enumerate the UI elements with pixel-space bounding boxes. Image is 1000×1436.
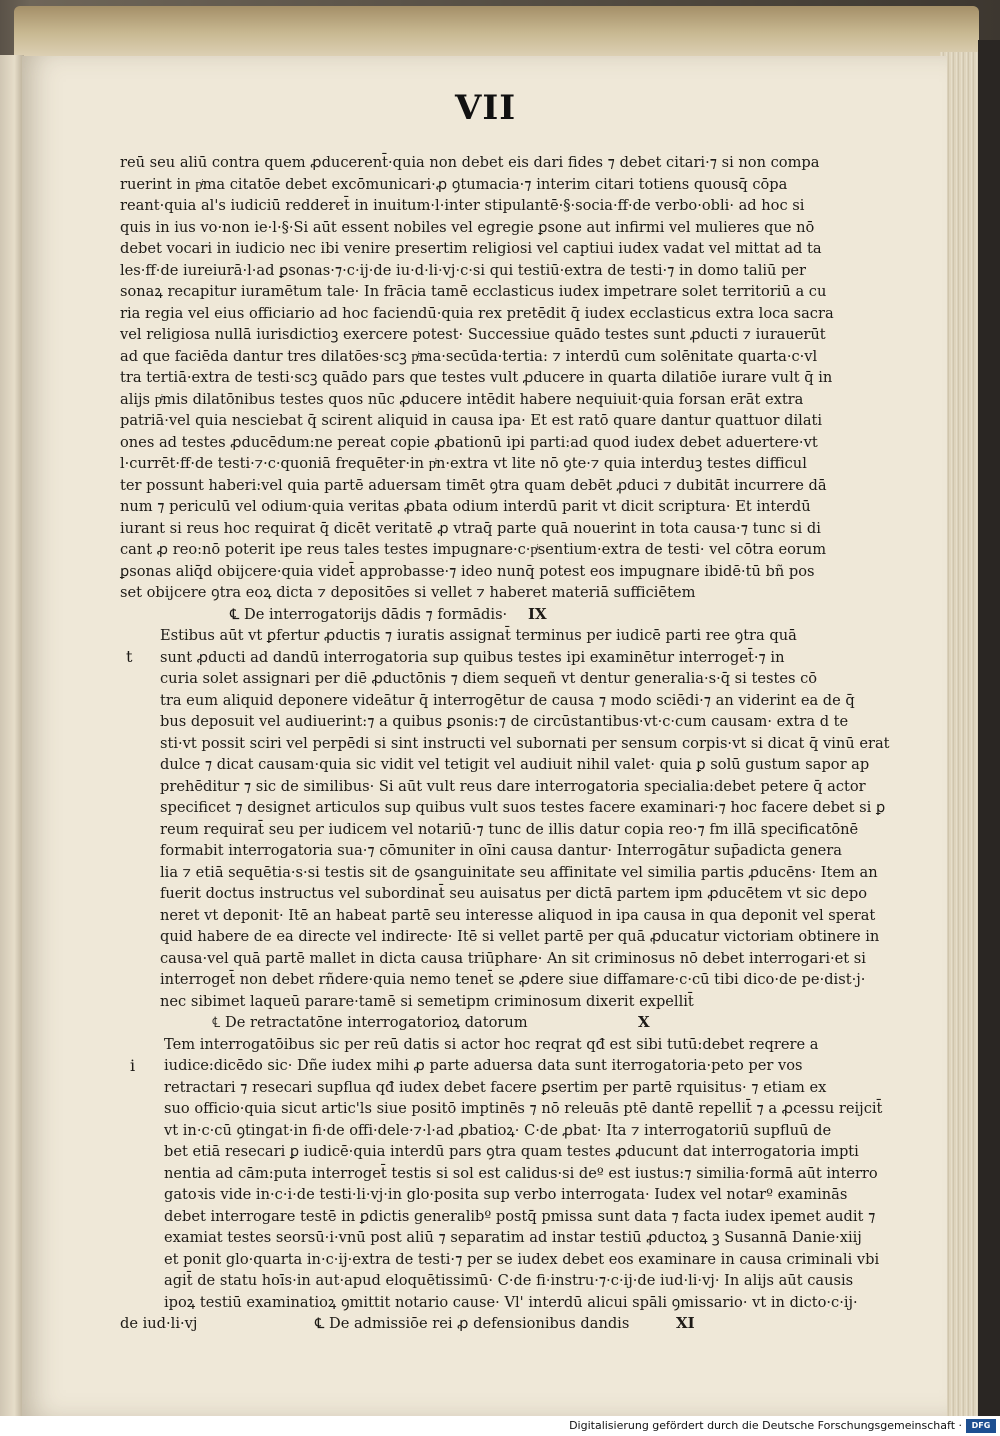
chapter-heading-x xyxy=(120,1012,790,1034)
text-line: quis in ius vo·non ie·l·§·Si aūt essent nobiles vel egregie ꝑsone aut infirmi vel mulieres que nō xyxy=(120,218,815,236)
heading-number: IX xyxy=(528,604,547,623)
text-line: ria regia vel eius officiario ad hoc faciendū·quia rex pretēdit q̄ iudex ecclasticus extra loca sacra xyxy=(120,304,834,322)
text-section-c-wrapper xyxy=(120,1034,883,1314)
text-section-c xyxy=(120,1034,883,1314)
text-line: ꝑsonas aliq̄d obijcere·quia videt̄ approbasse·⁊ ideo nunq̄ potest eos impugnare ibidē·tū bñ pos xyxy=(120,562,815,580)
footer-credit: Digitalisierung gefördert durch die Deutsche Forschungsgemeinschaft · xyxy=(569,1419,962,1432)
text-line: ter possunt haberi:vel quia partē aduersam timēt ꝯtra quam debēt ꝓduci ⁊ dubitāt incurrere dā xyxy=(120,476,827,494)
text-section-b-wrapper xyxy=(120,625,890,1012)
text-line: patriā·vel quia nesciebat q̄ scirent aliquid in causa ipa· Et est ratō quare dantur quattuor dilati xyxy=(120,412,823,429)
text-line: sunt ꝓducti ad dandū interrogatoria sup quibus testes ipi examinētur interroget̄·⁊ in xyxy=(160,648,785,666)
text-line: fuerit doctus instructus vel subordinat̄ seu auisatus per dictā partem ipm ꝓducētem vt sic depo xyxy=(160,885,868,902)
text-section-a xyxy=(120,152,834,604)
text-line: agit̄ de statu hoīs·in aut·apud eloquētissimū· C·de fi·instru·⁊·c·ij·de iud·li·vj· In alijs aūt causis xyxy=(164,1272,854,1289)
text-line: specificet ⁊ designet articulos sup quibus vult suos testes facere examinari·⁊ hoc facere debet si ꝑ xyxy=(160,799,886,816)
text-line: vt in·c·cū ꝯtingat·in fi·de offi·dele·⁊·l·ad ꝓbatioꝝ· C·de ꝓbat· Ita ⁊ interrogatoriū supfluū de xyxy=(164,1121,832,1139)
heading-text: ℄ De interrogatorijs dādis ⁊ formādis· xyxy=(230,605,508,623)
text-line: interroget̄ non debet rñdere·quia nemo tenet̄ se ꝓdere siue diffamare·c·cū tibi dico·de pe·dist·j· xyxy=(160,971,866,988)
text-line: reū seu aliū contra quem ꝓducerent̄·quia non debet eis dari fides ⁊ debet citari·⁊ si non compa xyxy=(120,154,820,171)
initial-letter: i xyxy=(130,1055,136,1075)
text-line: retractari ⁊ resecari supflua qđ iudex debet facere ꝑsertim per partē rquisitus· ⁊ etiam ex xyxy=(164,1078,827,1096)
text-line: causa·vel quā partē mallet in dicta causa triūphare· An sit criminosus nō debet interrogari·et si xyxy=(160,949,866,967)
initial-letter: t xyxy=(126,647,133,666)
text-line: vel religiosa nullā iurisdictioꝫ exercere potest· Successiue quādo testes sunt ꝓducti ⁊ iurauerūt xyxy=(120,326,826,343)
folio-number: VII xyxy=(455,88,517,128)
text-line: reant·quia al's iudiciū redderet̄ in inuitum·l·inter stipulantē·§·socia·ff·de verbo·obli· ad hoc si xyxy=(120,197,805,214)
dfg-logo: DFG xyxy=(966,1419,996,1433)
left-page-edge xyxy=(0,55,24,1416)
text-line: l·currēt·ff·de testi·⁊·c·quoniā frequēter·in pͥn·extra vt lite nō ꝯte·⁊ quia interduꝫ testes difficul xyxy=(120,455,807,472)
text-line: reum requirat̄ seu per iudicem vel notariū·⁊ tunc de illis datur copia reo·⁊ fm illā specificatōnē xyxy=(160,820,859,838)
text-line: Tem interrogatōibus sic per reū datis si actor hoc reqrat qđ est sibi tutū:debet reqrere a xyxy=(164,1035,819,1053)
text-line: les·ff·de iureiurā·l·ad ꝑsonas·⁊·c·ij·de iu·d·li·vj·c·si qui testiū·extra de testi·⁊ in domo taliū per xyxy=(120,261,807,279)
text-line: neret vt deponit· Itē an habeat partē seu interesse aliquod in ipa causa in qua deponit vel sperat xyxy=(160,906,876,924)
heading-number: XI xyxy=(676,1314,695,1332)
text-line: num ⁊ periculū vel odium·quia veritas ꝓbata odium interdū parit vt dicit scriptura· Et interdū xyxy=(120,498,811,515)
text-line: formabit interrogatoria sua·⁊ cōmuniter in oīni causa dantur· Interrogātur sup̄adicta genera xyxy=(160,842,842,859)
text-line: bet etiā resecari ꝑ iudicē·quia interdū pars ꝯtra quam testes ꝓducunt dat interrogatoria impti xyxy=(164,1143,859,1160)
digitization-footer xyxy=(0,1416,1000,1436)
heading-number: X xyxy=(638,1013,650,1031)
text-line: tra eum aliquid deponere videātur q̄ interrogētur de causa ⁊ modo sciēdi·⁊ an viderint ea de q̄ xyxy=(160,691,855,709)
text-line: et ponit glo·quarta in·c·ij·extra de testi·⁊ per se iudex debet eos examinare in causa criminali vbi xyxy=(164,1250,880,1268)
book-cover-edge xyxy=(978,40,1000,1416)
text-line: debet vocari in iudicio nec ibi venire presertim religiosi vel captiui iudex vadat vel mittat ad ta xyxy=(120,240,822,257)
heading-text: ℄ De retractatōne interrogatorioꝝ datorum xyxy=(212,1014,528,1031)
text-line: tra tertiā·extra de testi·scꝫ quādo pars que testes vult ꝓducere in quarta dilatiōe iurare vult q̄ in xyxy=(120,369,833,386)
text-line: dulce ⁊ dicat causam·quia sic vidit vel tetigit vel audiuit nihil valet· quia ꝑ solū gustum sapor ap xyxy=(160,756,870,773)
last-line-left: de iud·li·vj xyxy=(120,1315,198,1332)
text-line: nec sibimet laqueū parare·tamē si semetipm criminosum dixerit expellit̄ xyxy=(160,992,694,1010)
text-line: curia solet assignari per diē ꝓductōnis ⁊ diem sequeñ vt dentur generalia·s·q̄ si testes cō xyxy=(160,670,818,687)
text-section-b xyxy=(120,625,890,1012)
page-text-block xyxy=(120,152,890,1335)
text-line: set obijcere ꝯtra eoꝝ dicta ⁊ depositōes si vellet ⁊ haberet materiā sufficiētem xyxy=(120,584,696,601)
text-line: cant ꝓ reo:nō poterit ipe reus tales testes impugnare·c·pͥsentium·extra de testi· vel cōtra eorum xyxy=(120,541,827,558)
heading-text: ℄ De admissiōe rei ꝓ defensionibus dandis xyxy=(315,1315,630,1332)
text-line: ones ad testes ꝓducēdum:ne pereat copie ꝓbationū ipi parti:ad quod iudex debet aduertere·vt xyxy=(120,433,818,451)
chapter-heading-xi xyxy=(120,1313,790,1335)
chapter-heading-ix xyxy=(120,604,790,626)
text-line: prehēditur ⁊ sic de similibus· Si aūt vult reus dare interrogatoria specialia:debet petere q̄ actor xyxy=(160,777,866,795)
text-line: debet interrogare testē in ꝑdictis generalibº postq̄ pmissa sunt data ⁊ facta iudex ipemet audit ⁊ xyxy=(164,1207,876,1225)
text-line: iudice:dicēdo sic· Dñe iudex mihi ꝓ parte aduersa data sunt iterrogatoria·peto per vos xyxy=(164,1057,803,1074)
text-line: examiat testes seorsū·i·vnū post aliū ⁊ separatim ad instar testiū ꝓductoꝝ ꝫ Susannā Danie·xiij xyxy=(164,1229,862,1246)
text-line: iurant si reus hoc requirat q̄ dicēt veritatē ꝓ vtraq̄ parte quā nouerint in tota causa·⁊ tunc si di xyxy=(120,519,821,537)
text-line: Estibus aūt vt ꝑfertur ꝓductis ⁊ iuratis assignat̄ terminus per iudicē parti ree ꝯtra quā xyxy=(160,627,797,644)
text-line: ruerint in pͥma citatōe debet excōmunicari·ꝓ ꝯtumacia·⁊ interim citari totiens quousq̄ cōpa xyxy=(120,175,788,193)
text-line: sti·vt possit sciri vel perpēdi si sint instructi vel subornati per sensum corpis·vt si dicat q̄ vinū erat xyxy=(160,734,890,752)
text-line: ad que faciēda dantur tres dilatōes·scꝫ pͥma·secūda·tertia: ⁊ interdū cum solēnitate quarta·c·vl xyxy=(120,347,818,365)
text-line: suo officio·quia sicut artic'ls siue positō imptinēs ⁊ nō releuās ptē dantē repellit̄ ⁊ a ꝓcessu reijcit̄ xyxy=(164,1100,883,1117)
text-line: ipoꝝ testiū examinatioꝝ ꝯmittit notario cause· Vl' interdū alicui spāli ꝯmissario· vt in dicto·c·ij· xyxy=(164,1293,858,1311)
text-line: alijs pͥmis dilatōnibus testes quos nūc ꝓducere intēdit habere nequiuit·quia forsan erāt extra xyxy=(120,390,804,408)
text-line: gatoꝛis vide in·c·i·de testi·li·vj·in glo·posita sup verbo interrogata· Iudex vel notarº examinās xyxy=(164,1186,848,1203)
text-line: quid habere de ea directe vel indirecte· Itē si vellet partē per quā ꝓducatur victoriam obtinere in xyxy=(160,928,880,945)
text-line: bus deposuit vel audiuerint:⁊ a quibus ꝑsonis:⁊ de circūstantibus·vt·c·cum causam· extra d te xyxy=(160,713,849,730)
text-line: nentia ad cām:puta interroget̄ testis si sol est calidus·si deº est iustus:⁊ similia·formā aūt interro xyxy=(164,1164,878,1182)
text-line: sonaꝝ recapitur iuramētum tale· In frācia tamē ecclasticus iudex impetrare solet territoriū a cu xyxy=(120,283,827,300)
text-line: lia ⁊ etiā sequētia·s·si testis sit de ꝯsanguinitate seu affinitate vel similia partis ꝓducēns· Item an xyxy=(160,863,878,881)
